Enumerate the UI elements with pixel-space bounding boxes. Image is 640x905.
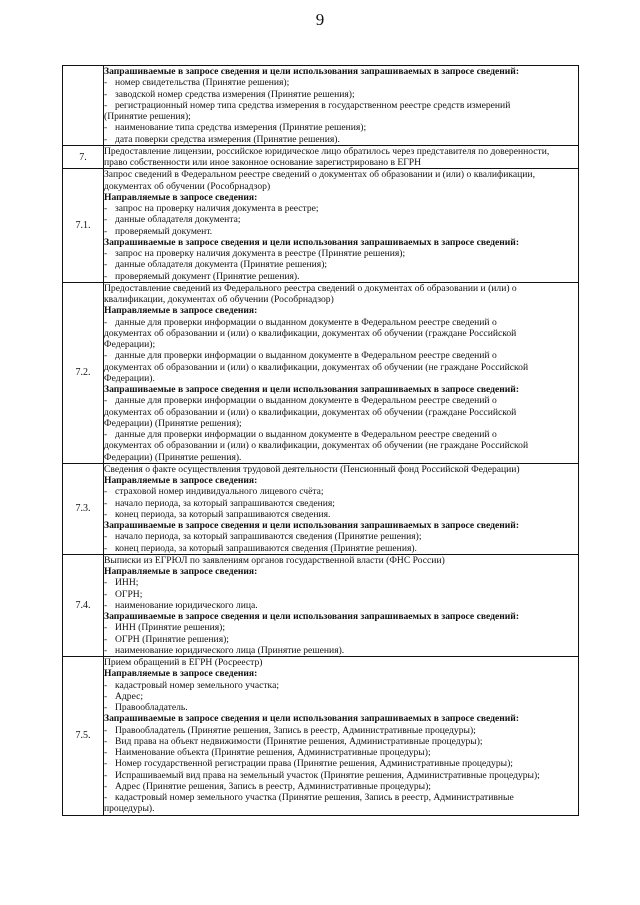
bullet-dash: - (104, 203, 108, 214)
line-text: страховой номер индивидуального лицевого счёта; (115, 486, 324, 498)
table-row (63, 554, 579, 656)
row-content (104, 463, 579, 554)
row-content (104, 145, 579, 169)
line-text: дата поверки средства измерения (Принятие решения). (115, 133, 340, 145)
table-row (63, 169, 579, 283)
bullet-dash: - (104, 747, 108, 758)
bullet-dash: - (104, 724, 108, 736)
line-text: запрос на проверку наличия документа в реестре (Принятие решения); (115, 248, 406, 259)
bullet-dash: - (104, 702, 108, 713)
bullet-dash: - (104, 270, 108, 282)
table-row (63, 463, 579, 554)
line-text: начало периода, за который запрашиваются сведения; (115, 497, 335, 509)
bullet-dash: - (104, 633, 108, 645)
bullet-dash: - (104, 577, 108, 589)
bullet-dash: - (104, 497, 108, 509)
list-item (104, 395, 578, 406)
list-item (104, 577, 578, 588)
line-text: Испрашиваемый вид права на земельный участок (Принятие решения, Административные процедуры); (115, 769, 540, 781)
list-item (104, 758, 578, 769)
list-item (104, 122, 578, 133)
row-number: 7.3. (63, 463, 104, 554)
text-line (104, 373, 578, 384)
line-text: кадастровый номер земельного участка; (115, 679, 279, 691)
bullet-dash: - (104, 350, 108, 362)
text-line (104, 157, 578, 168)
text-line (104, 181, 578, 192)
list-item (104, 271, 578, 282)
line-text: ОГРН (Принятие решения); (115, 633, 229, 645)
line-text: документах об образовании и (или) о квалификации, документах об обучении (не граждане Российской (104, 361, 529, 373)
text-line (104, 418, 578, 429)
list-item (104, 509, 578, 520)
line-text: ИНН; (115, 577, 139, 589)
list-item (104, 486, 578, 497)
line-text: Направляемые в запросе сведения: (104, 475, 258, 486)
row-content (104, 554, 579, 656)
bullet-dash: - (104, 259, 108, 271)
list-item (104, 259, 578, 270)
bullet-dash: - (104, 588, 108, 600)
list-item (104, 634, 578, 645)
text-line (104, 294, 578, 305)
line-text: конец периода, за который запрашиваются сведения (Принятие решения). (115, 542, 417, 554)
row-number: 7.2. (63, 282, 104, 463)
list-item (104, 781, 578, 792)
section-heading (104, 192, 578, 203)
row-number: 7.1. (63, 169, 104, 283)
line-text: номер свидетельства (Принятие решения); (115, 77, 290, 89)
section-heading (104, 668, 578, 679)
line-text: Вид права на объект недвижимости (Принятие решения, Административные процедуры); (115, 735, 483, 747)
line-text: Запрашиваемые в запросе сведения и цели использования запрашиваемых в запросе сведений: (104, 384, 520, 395)
line-text: Правообладатель. (115, 702, 188, 713)
bullet-dash: - (104, 429, 108, 440)
line-text: документах об образовании и (или) о квалификации, документах об обучении (граждане Российской (104, 327, 517, 339)
bullet-dash: - (104, 599, 108, 611)
section-heading (104, 520, 578, 531)
line-text: наименование юридического лица. (115, 599, 258, 611)
row-content (104, 282, 579, 463)
line-text: Запрос сведений в Федеральном реестре сведений о документах об образовании и (или) о квалификации, (104, 169, 535, 181)
row-number (63, 66, 104, 146)
text-line (104, 440, 578, 451)
section-heading (104, 475, 578, 486)
line-text: Направляемые в запросе сведения: (104, 566, 258, 577)
bullet-dash: - (104, 622, 108, 634)
list-item (104, 702, 578, 713)
row-number: 7. (63, 145, 104, 169)
row-number: 7.4. (63, 554, 104, 656)
list-item (104, 531, 578, 542)
bullet-dash: - (104, 792, 108, 803)
row-content (104, 66, 579, 146)
line-text: Правообладатель (Принятие решения, Запись в реестр, Административные процедуры); (115, 724, 476, 736)
line-text: наименование юридического лица (Принятие решения). (115, 644, 345, 656)
line-text: Направляемые в запросе сведения: (104, 305, 258, 317)
line-text: Запрашиваемые в запросе сведения и цели использования запрашиваемых в запросе сведений: (104, 236, 520, 248)
line-text: данные для проверки информации о выданном документе в Федеральном реестре сведений о (115, 316, 497, 328)
list-item (104, 691, 578, 702)
line-text: кадастровый номер земельного участка (Принятие решения, Запись в реестр, Административные (115, 792, 514, 803)
line-text: Выписки из ЕГРЮЛ по заявлениям органов государственной власти (ФНС России) (104, 554, 445, 566)
line-text: данные обладателя документа; (115, 214, 241, 226)
line-text: Федерации) (Принятие решения). (104, 451, 242, 463)
list-item (104, 736, 578, 747)
line-text: конец периода, за который запрашиваются сведения. (115, 508, 331, 520)
bullet-dash: - (104, 225, 108, 237)
text-line (104, 362, 578, 373)
list-item (104, 203, 578, 214)
bullet-dash: - (104, 769, 108, 781)
bullet-dash: - (104, 248, 108, 259)
line-text: (Принятие решения); (104, 111, 191, 122)
list-item (104, 770, 578, 781)
table-row (63, 145, 579, 169)
list-item (104, 248, 578, 259)
list-item (104, 214, 578, 225)
line-text: регистрационный номер типа средства измерения в государственном реестре средств измерений (115, 99, 511, 111)
section-heading (104, 611, 578, 622)
bullet-dash: - (104, 690, 108, 702)
list-item (104, 725, 578, 736)
line-text: ОГРН; (115, 588, 143, 600)
text-line (104, 111, 578, 122)
table-row (63, 66, 579, 146)
list-item (104, 134, 578, 145)
list-item (104, 89, 578, 100)
list-item (104, 498, 578, 509)
line-text: процедуры). (104, 803, 155, 815)
line-text: Направляемые в запросе сведения: (104, 668, 258, 680)
line-text: ИНН (Принятие решения); (115, 622, 226, 634)
line-text: проверяемый документ. (115, 225, 213, 237)
line-text: Запрашиваемые в запросе сведения и цели использования запрашиваемых в запросе сведений: (104, 713, 520, 725)
page-number: 9 (315, 10, 325, 29)
line-text: Предоставление сведений из Федерального реестра сведений о документах об образовании и (или) о (104, 282, 517, 294)
line-text: Запрашиваемые в запросе сведения и цели использования запрашиваемых в запросе сведений: (104, 611, 520, 622)
text-line (104, 464, 578, 475)
text-line (104, 283, 578, 294)
line-text: квалификации, документах об обучении (Рособрнадзор) (104, 294, 334, 305)
line-text: Федерации) (Принятие решения); (104, 417, 242, 429)
text-line (104, 146, 578, 157)
bullet-dash: - (104, 133, 108, 145)
line-text: Запрашиваемые в запросе сведения и цели использования запрашиваемых в запросе сведений: (104, 520, 520, 531)
list-item (104, 589, 578, 600)
line-text: наименование типа средства измерения (Принятие решения); (115, 122, 367, 134)
text-line (104, 339, 578, 350)
bullet-dash: - (104, 542, 108, 554)
list-item (104, 747, 578, 758)
section-heading (104, 66, 578, 77)
line-text: начало периода, за который запрашиваются сведения (Принятие решения); (115, 531, 422, 543)
table-row (63, 282, 579, 463)
section-heading (104, 384, 578, 395)
bullet-dash: - (104, 780, 108, 792)
bullet-dash: - (104, 395, 108, 407)
line-text: запрос на проверку наличия документа в реестре; (115, 203, 319, 214)
list-item (104, 429, 578, 440)
line-text: данные для проверки информации о выданном документе в Федеральном реестре сведений о (115, 395, 497, 407)
bullet-dash: - (104, 88, 108, 100)
bullet-dash: - (104, 644, 108, 656)
table-row (63, 657, 579, 816)
section-heading (104, 305, 578, 316)
line-text: документах об обучении (Рособрнадзор) (104, 180, 271, 192)
section-heading (104, 566, 578, 577)
table-body (63, 66, 579, 816)
line-text: документах об образовании и (или) о квалификации, документах об обучении (граждане Российской (104, 406, 517, 418)
line-text: Адрес; (115, 690, 144, 702)
line-text: Предоставление лицензии, российское юридическое лицо обратилось через представителя по доверенности, (104, 145, 550, 157)
bullet-dash: - (104, 486, 108, 498)
bullet-dash: - (104, 214, 108, 226)
bullet-dash: - (104, 758, 108, 770)
list-item (104, 226, 578, 237)
line-text: Номер государственной регистрации права (Принятие решения, Административные процедуры); (115, 758, 513, 770)
section-heading (104, 713, 578, 724)
text-line (104, 407, 578, 418)
line-text: Направляемые в запросе сведения: (104, 191, 258, 203)
list-item (104, 622, 578, 633)
row-number: 7.5. (63, 657, 104, 816)
text-line (104, 328, 578, 339)
line-text: данные для проверки информации о выданном документе в Федеральном реестре сведений о (115, 350, 497, 362)
list-item (104, 317, 578, 328)
list-item (104, 600, 578, 611)
list-item (104, 680, 578, 691)
bullet-dash: - (104, 679, 108, 691)
list-item (104, 100, 578, 111)
row-content (104, 657, 579, 816)
list-item (104, 350, 578, 361)
line-text: Сведения о факте осуществления трудовой деятельности (Пенсионный фонд Российской Федерации) (104, 463, 520, 475)
bullet-dash: - (104, 77, 108, 89)
list-item (104, 645, 578, 656)
line-text: Федерации); (104, 339, 156, 350)
line-text: Прием обращений в ЕГРН (Росреестр) (104, 657, 263, 668)
bullet-dash: - (104, 316, 108, 328)
bullet-dash: - (104, 122, 108, 134)
text-line (104, 169, 578, 180)
text-line (104, 803, 578, 814)
bullet-dash: - (104, 531, 108, 543)
line-text: данные для проверки информации о выданном документе в Федеральном реестре сведений о (115, 429, 497, 440)
line-text: проверяемый документ (Принятие решения). (115, 270, 300, 282)
text-line (104, 657, 578, 668)
bullet-dash: - (104, 735, 108, 747)
line-text: Адрес (Принятие решения, Запись в реестр, Административные процедуры); (115, 780, 431, 792)
line-text: Федерации). (104, 372, 155, 384)
text-line (104, 555, 578, 566)
list-item (104, 543, 578, 554)
line-text: документах об образовании и (или) о квалификации, документах об обучении (не граждане Российской (104, 440, 529, 452)
requirements-table (62, 65, 579, 816)
row-content (104, 169, 579, 283)
bullet-dash: - (104, 508, 108, 520)
line-text: данные обладателя документа (Принятие решения); (115, 259, 328, 271)
list-item (104, 77, 578, 88)
line-text: Наименование объекта (Принятие решения, Административные процедуры); (115, 747, 431, 758)
text-line (104, 452, 578, 463)
line-text: право собственности или иное законное основание зарегистрировано в ЕГРН (104, 157, 422, 168)
line-text: Запрашиваемые в запросе сведения и цели использования запрашиваемых в запросе сведений: (104, 66, 520, 77)
section-heading (104, 237, 578, 248)
line-text: заводской номер средства измерения (Принятие решения); (115, 88, 355, 100)
list-item (104, 792, 578, 803)
bullet-dash: - (104, 99, 108, 111)
